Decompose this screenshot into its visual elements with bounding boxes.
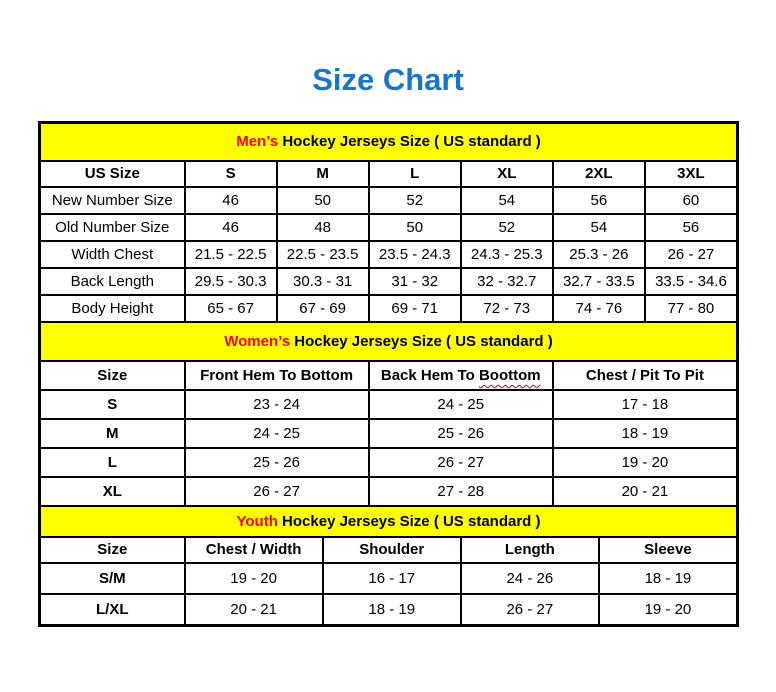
column-header: Chest / Width	[185, 537, 323, 563]
size-table-mens	[39, 122, 738, 323]
column-header: Shoulder	[323, 537, 461, 563]
table-row	[40, 214, 737, 241]
banner-highlight: Men’s	[236, 133, 279, 151]
value-cell: 50	[369, 214, 461, 241]
value-cell: 54	[553, 214, 645, 241]
misspelled-word: Boottom	[478, 366, 541, 384]
column-header: L	[369, 161, 461, 187]
value-cell: 18 - 19	[553, 419, 737, 448]
value-cell: 56	[645, 214, 737, 241]
value-cell: 67 - 69	[277, 295, 369, 322]
value-cell: 20 - 21	[553, 477, 737, 506]
banner-highlight: Women’s	[224, 332, 291, 350]
youth-banner	[40, 506, 737, 537]
row-label-cell: L	[40, 448, 185, 477]
size-table-youth	[39, 505, 738, 626]
value-cell: 19 - 20	[553, 448, 737, 477]
banner-text: Hockey Jerseys Size ( US standard )	[277, 512, 541, 530]
value-cell: 31 - 32	[369, 268, 461, 295]
value-cell: 52	[461, 214, 553, 241]
womens-banner	[40, 322, 737, 361]
value-cell: 25 - 26	[185, 448, 369, 477]
youth-header-row	[40, 537, 737, 563]
value-cell: 32.7 - 33.5	[553, 268, 645, 295]
row-label-cell: Old Number Size	[40, 214, 185, 241]
value-cell: 21.5 - 22.5	[185, 241, 277, 268]
column-header: 3XL	[645, 161, 737, 187]
value-cell: 19 - 20	[599, 594, 737, 625]
value-cell: 24 - 25	[369, 390, 553, 419]
value-cell: 29.5 - 30.3	[185, 268, 277, 295]
value-cell: 23.5 - 24.3	[369, 241, 461, 268]
column-header: Sleeve	[599, 537, 737, 563]
column-header: Size	[40, 537, 185, 563]
value-cell: 65 - 67	[185, 295, 277, 322]
value-cell: 72 - 73	[461, 295, 553, 322]
row-label-cell: M	[40, 419, 185, 448]
value-cell: 77 - 80	[645, 295, 737, 322]
banner-text: Hockey Jerseys Size ( US standard )	[278, 133, 541, 151]
row-label-cell: XL	[40, 477, 185, 506]
table-row	[40, 187, 737, 214]
value-cell: 26 - 27	[645, 241, 737, 268]
value-cell: 50	[277, 187, 369, 214]
value-cell: 17 - 18	[553, 390, 737, 419]
youth-banner-row	[40, 506, 737, 537]
womens-banner-row	[40, 322, 737, 361]
value-cell: 48	[277, 214, 369, 241]
row-label-cell: Back Length	[40, 268, 185, 295]
column-header: Back Hem To Boottom	[369, 361, 553, 390]
value-cell: 20 - 21	[185, 594, 323, 625]
mens-banner-row	[40, 123, 737, 161]
column-header: US Size	[40, 161, 185, 187]
value-cell: 24 - 26	[461, 563, 599, 594]
mens-banner	[40, 123, 737, 161]
value-cell: 69 - 71	[369, 295, 461, 322]
column-header: Chest / Pit To Pit	[553, 361, 737, 390]
value-cell: 56	[553, 187, 645, 214]
value-cell: 74 - 76	[553, 295, 645, 322]
page-title: Size Chart	[312, 62, 464, 97]
column-header: 2XL	[553, 161, 645, 187]
value-cell: 27 - 28	[369, 477, 553, 506]
banner-text: Hockey Jerseys Size ( US standard )	[290, 332, 553, 350]
value-cell: 24 - 25	[185, 419, 369, 448]
value-cell: 32 - 32.7	[461, 268, 553, 295]
size-chart-table	[38, 121, 739, 627]
column-header: Front Hem To Bottom	[185, 361, 369, 390]
column-header: M	[277, 161, 369, 187]
value-cell: 25 - 26	[369, 419, 553, 448]
value-cell: 26 - 27	[369, 448, 553, 477]
table-row	[40, 594, 737, 625]
value-cell: 18 - 19	[323, 594, 461, 625]
row-label-cell: S	[40, 390, 185, 419]
row-label-cell: Body Height	[40, 295, 185, 322]
value-cell: 26 - 27	[461, 594, 599, 625]
value-cell: 22.5 - 23.5	[277, 241, 369, 268]
table-row	[40, 477, 737, 506]
column-header: S	[185, 161, 277, 187]
value-cell: 60	[645, 187, 737, 214]
column-header: Size	[40, 361, 185, 390]
table-row	[40, 268, 737, 295]
value-cell: 46	[185, 214, 277, 241]
size-table-womens	[39, 321, 738, 507]
value-cell: 23 - 24	[185, 390, 369, 419]
table-row	[40, 295, 737, 322]
banner-highlight: Youth	[236, 512, 278, 530]
row-label-cell: L/XL	[40, 594, 185, 625]
table-row	[40, 241, 737, 268]
row-label-cell: Width Chest	[40, 241, 185, 268]
value-cell: 46	[185, 187, 277, 214]
value-cell: 54	[461, 187, 553, 214]
table-row	[40, 419, 737, 448]
row-label-cell: S/M	[40, 563, 185, 594]
value-cell: 19 - 20	[185, 563, 323, 594]
value-cell: 24.3 - 25.3	[461, 241, 553, 268]
value-cell: 18 - 19	[599, 563, 737, 594]
row-label-cell: New Number Size	[40, 187, 185, 214]
column-header: Length	[461, 537, 599, 563]
value-cell: 25.3 - 26	[553, 241, 645, 268]
value-cell: 52	[369, 187, 461, 214]
table-row	[40, 563, 737, 594]
column-header: XL	[461, 161, 553, 187]
table-row	[40, 390, 737, 419]
mens-header-row	[40, 161, 737, 187]
value-cell: 16 - 17	[323, 563, 461, 594]
table-row	[40, 448, 737, 477]
womens-header-row	[40, 361, 737, 390]
value-cell: 33.5 - 34.6	[645, 268, 737, 295]
value-cell: 26 - 27	[185, 477, 369, 506]
value-cell: 30.3 - 31	[277, 268, 369, 295]
